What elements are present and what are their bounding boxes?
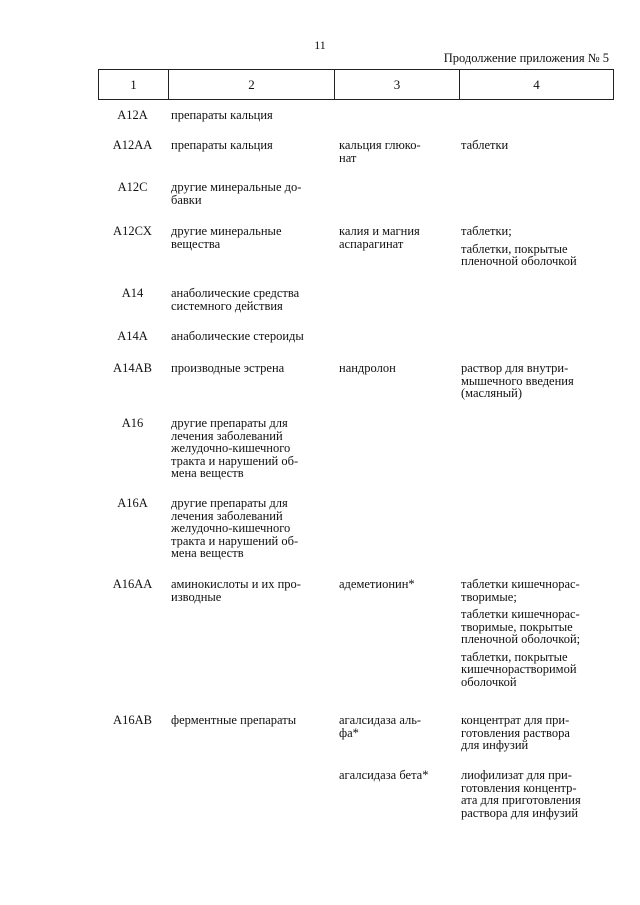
drug-name-cell: агалсидаза бета* <box>339 768 429 782</box>
atc-code-cell: A16AA <box>112 577 153 591</box>
dosage-form-item: таблетки кишечнорас- творимые, покрытые пленочной оболочкой; <box>461 607 581 646</box>
page-number: 11 <box>314 38 326 52</box>
anatomical-group-cell: другие препараты для лечения заболеваний желудочно-кишечного тракта и нарушений об- мена веществ <box>171 416 299 480</box>
dosage-forms-cell <box>461 139 611 157</box>
atc-code-cell: A12A <box>117 108 148 122</box>
atc-code-cell: A14 <box>121 286 144 300</box>
column-header-table <box>98 69 614 100</box>
atc-code-cell: A16AB <box>113 713 152 727</box>
drug-name-cell: агалсидаза аль- фа* <box>339 713 422 740</box>
dosage-forms-cell <box>461 362 611 405</box>
dosage-form-item: таблетки, покрытые пленочной оболочкой <box>461 241 577 268</box>
atc-code-cell: A16 <box>121 416 144 430</box>
drug-name-cell: кальция глюко- нат <box>339 138 421 165</box>
atc-code-cell: A14AB <box>113 361 152 375</box>
dosage-forms-cell <box>461 225 611 273</box>
anatomical-group-cell: анаболические средства системного действия <box>171 286 300 313</box>
anatomical-group-cell: производные эстрена <box>171 361 285 375</box>
dosage-forms-cell <box>461 714 611 757</box>
drug-name-cell: калия и магния аспарагинат <box>339 224 420 251</box>
atc-code-cell: A12CX <box>113 224 152 238</box>
anatomical-group-cell: аминокислоты и их про- изводные <box>171 577 301 604</box>
dosage-forms-cell <box>461 769 611 824</box>
dosage-form-item: лиофилизат для при- готовления концентр- ата для приготовления раствора для инфузий <box>461 768 581 820</box>
dosage-form-item: раствор для внутри- мышечного введения (масляный) <box>461 361 574 400</box>
atc-code-cell: A12AA <box>112 138 153 152</box>
anatomical-group-cell: препараты кальция <box>171 108 273 122</box>
dosage-form-item: концентрат для при- готовления раствора для инфузий <box>461 713 570 752</box>
anatomical-group-cell: препараты кальция <box>171 138 273 152</box>
dosage-form-item: таблетки; <box>461 224 512 238</box>
column-header-row <box>99 70 614 100</box>
column-header-1: 1 <box>99 70 169 100</box>
anatomical-group-cell: другие минеральные до- бавки <box>171 180 302 207</box>
dosage-form-item: таблетки <box>461 138 509 152</box>
column-header-4: 4 <box>460 70 614 100</box>
appendix-continuation-note: Продолжение приложения № 5 <box>443 51 609 65</box>
column-header-2: 2 <box>169 70 335 100</box>
anatomical-group-cell: другие минеральные вещества <box>171 224 282 251</box>
anatomical-group-cell: другие препараты для лечения заболеваний желудочно-кишечного тракта и нарушений об- мена веществ <box>171 496 299 560</box>
dosage-forms-cell <box>461 578 611 693</box>
atc-code-cell: A12C <box>117 180 148 194</box>
dosage-form-item: таблетки кишечнорас- творимые; <box>461 577 580 604</box>
anatomical-group-cell: анаболические стероиды <box>171 329 304 343</box>
drug-name-cell: нандролон <box>339 361 396 375</box>
anatomical-group-cell: ферментные препараты <box>171 713 297 727</box>
atc-code-cell: A16A <box>117 496 148 510</box>
drug-name-cell: адеметионин* <box>339 577 415 591</box>
dosage-form-item: таблетки, покрытые кишечнорастворимой оболочкой <box>461 649 577 689</box>
column-header-3: 3 <box>335 70 460 100</box>
atc-code-cell: A14A <box>117 329 148 343</box>
